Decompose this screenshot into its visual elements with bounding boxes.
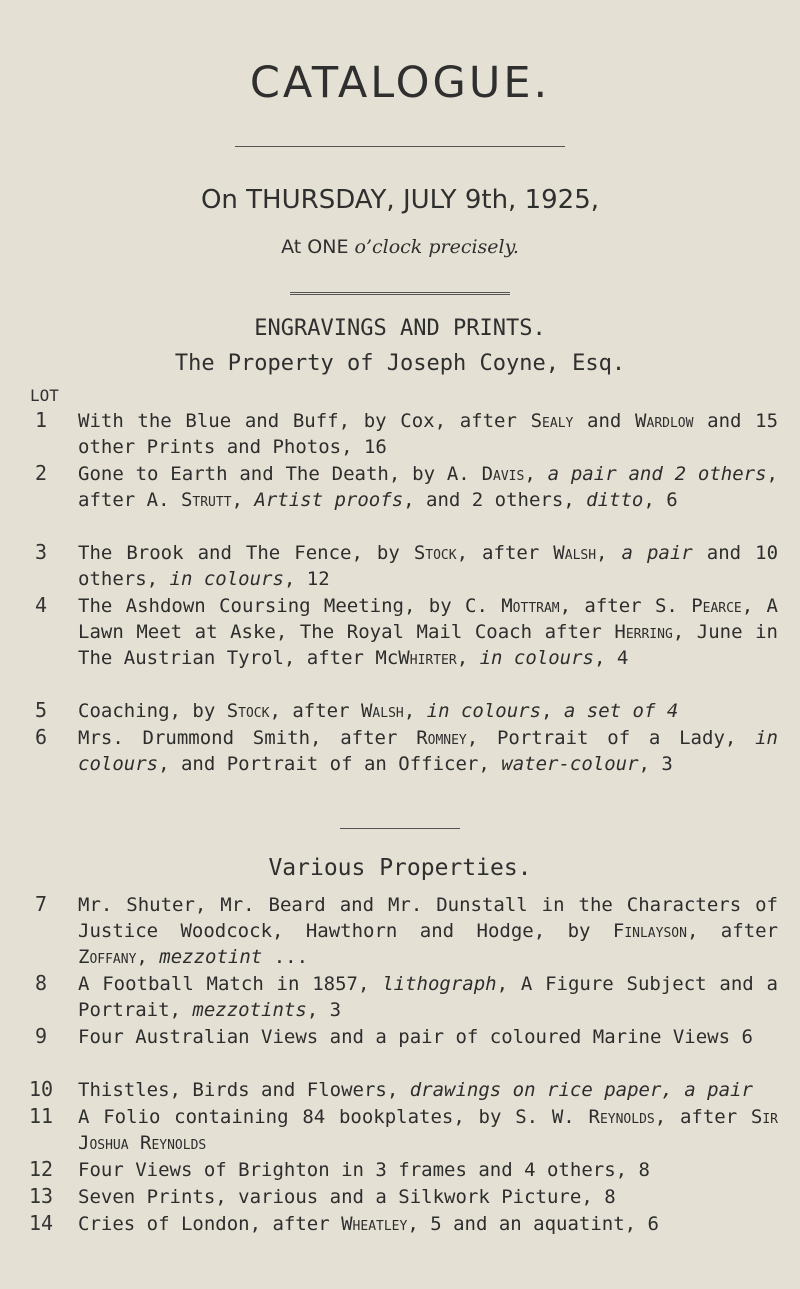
lot-number: 14: [28, 1211, 54, 1235]
lot-description: Four Australian Views and a pair of coloured Marine Views 6: [78, 1026, 753, 1048]
lot-description: With the Blue and Buff, by Cox, after Sealy and Wardlow and 15 other Prints and Photos, 16: [78, 410, 779, 458]
lot-number: 9: [34, 1024, 48, 1048]
header-rule: [290, 292, 510, 295]
lot-description: Gone to Earth and The Death, by A. Davis, a pair and 2 others, after A. Strutt, Artist proofs, and 2 others, ditto, 6: [78, 463, 778, 511]
lot-description: Coaching, by Stock, after Walsh, in colours, a set of 4: [78, 700, 679, 722]
lot-description: The Ashdown Coursing Meeting, by C. Mottram, after S. Pearce, A Lawn Meet at Aske, The Royal Mail Coach after Herring, June in The Austrian Tyrol, after McWhirter, in colours, 4: [78, 595, 778, 669]
title-rule: [235, 146, 565, 147]
catalogue-title: CATALOGUE.: [249, 58, 551, 108]
lot-description: Cries of London, after Wheatley, 5 and an aquatint, 6: [78, 1213, 660, 1235]
lot-number: 5: [34, 698, 48, 722]
lot-number: 8: [34, 971, 48, 995]
lot-number: 2: [34, 461, 48, 485]
sale-time: [0, 236, 800, 258]
lot-number: 13: [28, 1184, 54, 1208]
lot-description: Mr. Shuter, Mr. Beard and Mr. Dunstall in the Characters of Justice Woodcock, Hawthorn and Hodge, by Finlayson, after Zoffany, mezzotint ...: [78, 894, 779, 968]
section-heading-engravings: ENGRAVINGS AND PRINTS.: [254, 316, 546, 341]
section-rule: [340, 828, 460, 829]
section-heading-various: Various Properties.: [268, 855, 532, 881]
lot-number: 1: [34, 408, 48, 432]
lot-description: Thistles, Birds and Flowers, drawings on rice paper, a pair: [78, 1079, 753, 1101]
sale-time-prefix: At ONE: [281, 236, 349, 258]
lot-column-label: LOT: [30, 386, 59, 405]
lot-description: A Football Match in 1857, lithograph, A Figure Subject and a Portrait, mezzotints, 3: [78, 973, 778, 1021]
lot-description: The Brook and The Fence, by Stock, after Walsh, a pair and 10 others, in colours, 12: [78, 542, 779, 590]
lot-number: 6: [34, 725, 48, 749]
lot-number: 12: [28, 1157, 54, 1181]
property-owner-line: The Property of Joseph Coyne, Esq.: [174, 351, 626, 376]
sale-date: On THURSDAY, JULY 9th, 1925,: [200, 185, 600, 215]
lot-number: 4: [34, 593, 48, 617]
lot-description: Four Views of Brighton in 3 frames and 4 others, 8: [78, 1159, 650, 1181]
lot-description: A Folio containing 84 bookplates, by S. W. Reynolds, after Sir Joshua Reynolds: [78, 1106, 778, 1154]
lot-number: 3: [34, 540, 48, 564]
lot-number: 10: [28, 1077, 54, 1101]
lot-description: Seven Prints, various and a Silkwork Picture, 8: [78, 1186, 616, 1208]
lot-number: 11: [28, 1104, 54, 1128]
sale-time-suffix: o’clock precisely.: [354, 236, 519, 258]
lot-number: 7: [34, 892, 48, 916]
lot-description: Mrs. Drummond Smith, after Romney, Portrait of a Lady, in colours, and Portrait of an Officer, water-colour, 3: [78, 727, 778, 775]
